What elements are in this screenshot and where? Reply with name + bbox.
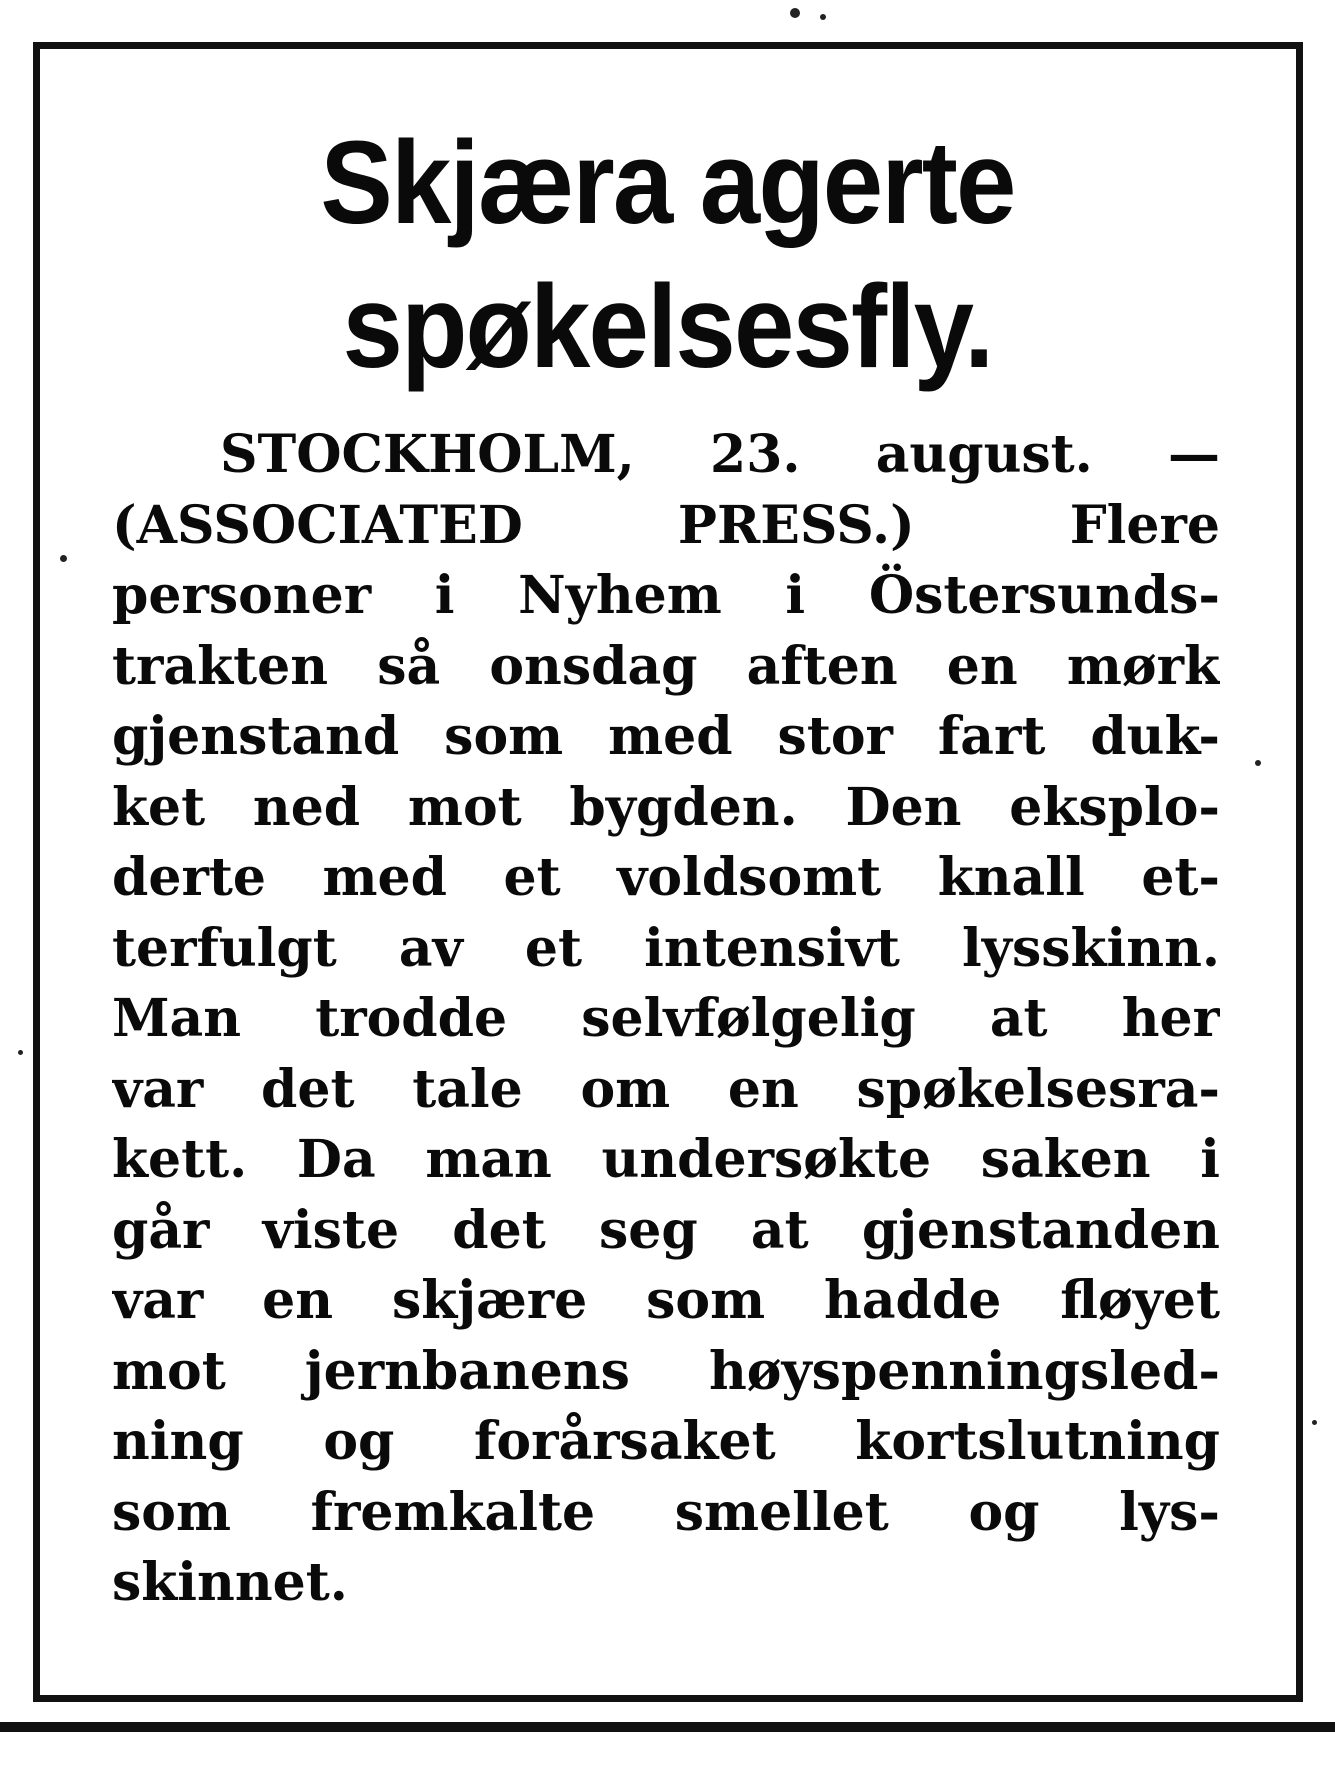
print-speck	[820, 14, 826, 20]
body-line: Man trodde selvfølgelig at her	[112, 988, 1220, 1049]
print-speck	[790, 8, 800, 18]
print-speck	[1312, 1420, 1317, 1425]
body-line: kett. Da man undersøkte saken i	[112, 1129, 1220, 1190]
body-line: ning og forårsaket kortslutning	[112, 1411, 1220, 1472]
print-speck	[60, 555, 67, 562]
body-line: terfulgt av et intensivt lysskinn.	[112, 917, 1220, 979]
body-line: personer i Nyhem i Östersunds-	[112, 565, 1220, 626]
body-line: gjenstand som med stor fart duk-	[112, 706, 1220, 767]
body-line: var en skjære som hadde fløyet	[112, 1270, 1220, 1331]
headline-line-2: spøkelsesfly.	[342, 261, 993, 393]
body-line: var det tale om en spøkelsesra-	[112, 1058, 1220, 1120]
print-speck	[1255, 760, 1261, 766]
article-body	[112, 420, 1220, 1619]
body-line: (ASSOCIATED PRESS.) Flere	[112, 494, 1220, 556]
body-line: STOCKHOLM, 23. august. —	[220, 424, 1220, 485]
print-speck	[18, 1050, 23, 1055]
body-line: ket ned mot bygden. Den eksplo-	[112, 776, 1220, 838]
body-line: mot jernbanens høyspenningsled-	[112, 1340, 1220, 1402]
body-line: skinnet.	[112, 1552, 348, 1613]
bottom-rule	[0, 1722, 1335, 1732]
body-line: derte med et voldsomt knall et-	[112, 847, 1220, 908]
body-line: trakten så onsdag aften en mørk	[112, 635, 1220, 697]
body-line: som fremkalte smellet og lys-	[112, 1481, 1220, 1543]
body-line: går viste det seg at gjenstanden	[112, 1199, 1220, 1261]
headline-line-1: Skjæra agerte	[320, 117, 1015, 249]
